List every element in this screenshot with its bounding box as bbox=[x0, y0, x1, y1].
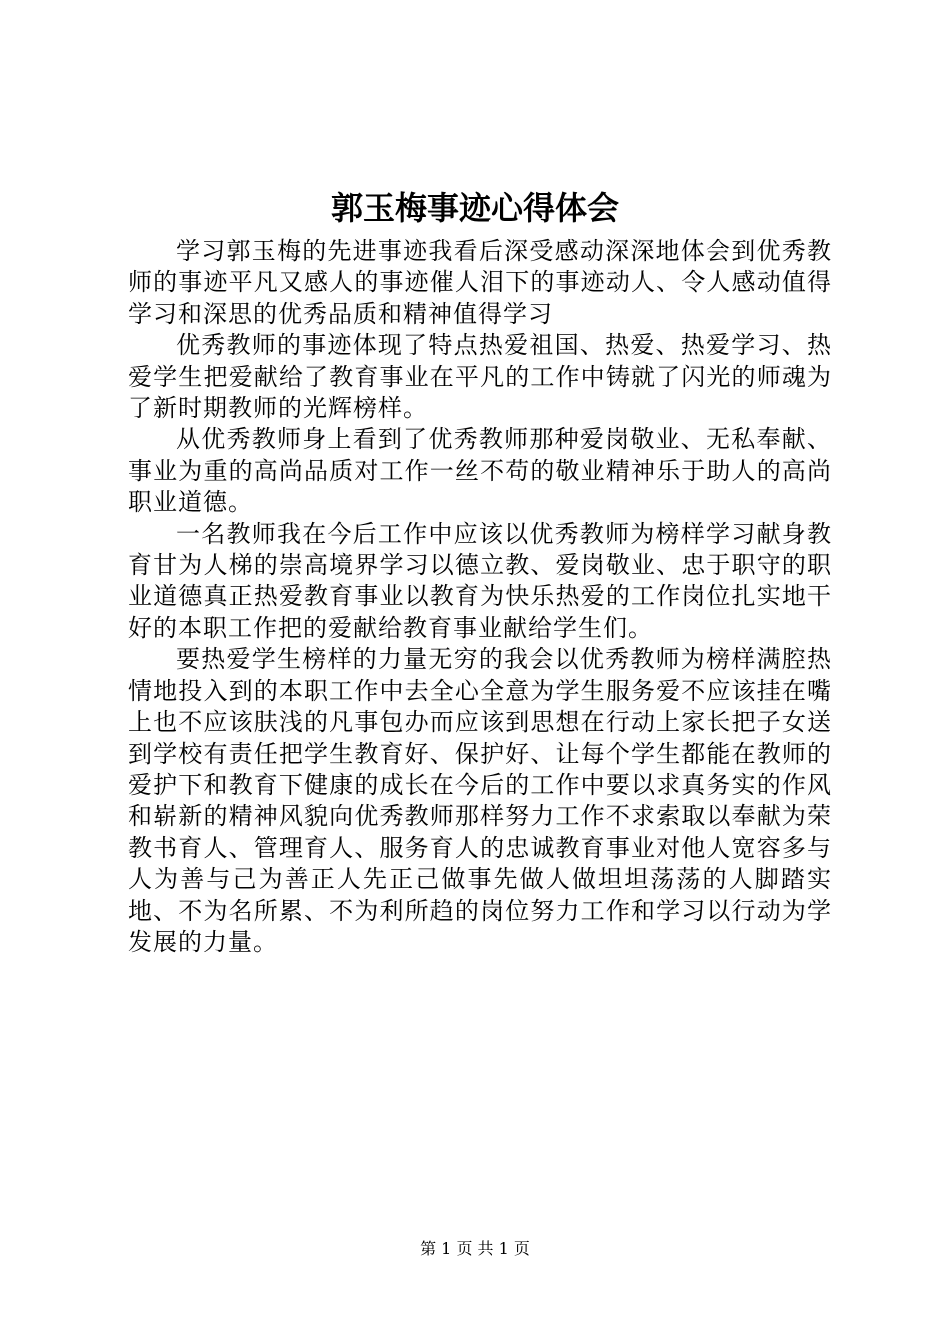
paragraph-4: 一名教师我在今后工作中应该以优秀教师为榜样学习献身教育甘为人梯的崇高境界学习以德立教、爱岗敬业、忠于职守的职业道德真正热爱教育事业以教育为快乐热爱的工作岗位扎实地干好的本职工作把的爱献给教育事业献给学生们。 bbox=[128, 519, 832, 642]
document-body bbox=[128, 236, 832, 958]
paragraph-5: 要热爱学生榜样的力量无穷的我会以优秀教师为榜样满腔热情地投入到的本职工作中去全心全意为学生服务爱不应该挂在嘴上也不应该肤浅的凡事包办而应该到思想在行动上家长把子女送到学校有责任把学生教育好、保护好、让每个学生都能在教师的爱护下和教育下健康的成长在今后的工作中要以求真务实的作风和崭新的精神风貌向优秀教师那样努力工作不求索取以奉献为荣教书育人、管理育人、服务育人的忠诚教育事业对他人宽容多与人为善与己为善正人先正己做事先做人做坦坦荡荡的人脚踏实地、不为名所累、不为利所趋的岗位努力工作和学习以行动为学发展的力量。 bbox=[128, 645, 832, 956]
paragraph-1: 学习郭玉梅的先进事迹我看后深受感动深深地体会到优秀教师的事迹平凡又感人的事迹催人泪下的事迹动人、令人感动值得学习和深思的优秀品质和精神值得学习 bbox=[128, 237, 832, 328]
document-title: 郭玉梅事迹心得体会 bbox=[330, 189, 619, 227]
page-footer: 第 1 页 共 1 页 bbox=[420, 1239, 530, 1258]
paragraph-2: 优秀教师的事迹体现了特点热爱祖国、热爱、热爱学习、热爱学生把爱献给了教育事业在平凡的工作中铸就了闪光的师魂为了新时期教师的光辉榜样。 bbox=[128, 331, 832, 423]
paragraph-3: 从优秀教师身上看到了优秀教师那种爱岗敬业、无私奉献、事业为重的高尚品质对工作一丝不苟的敬业精神乐于助人的高尚职业道德。 bbox=[128, 425, 832, 517]
